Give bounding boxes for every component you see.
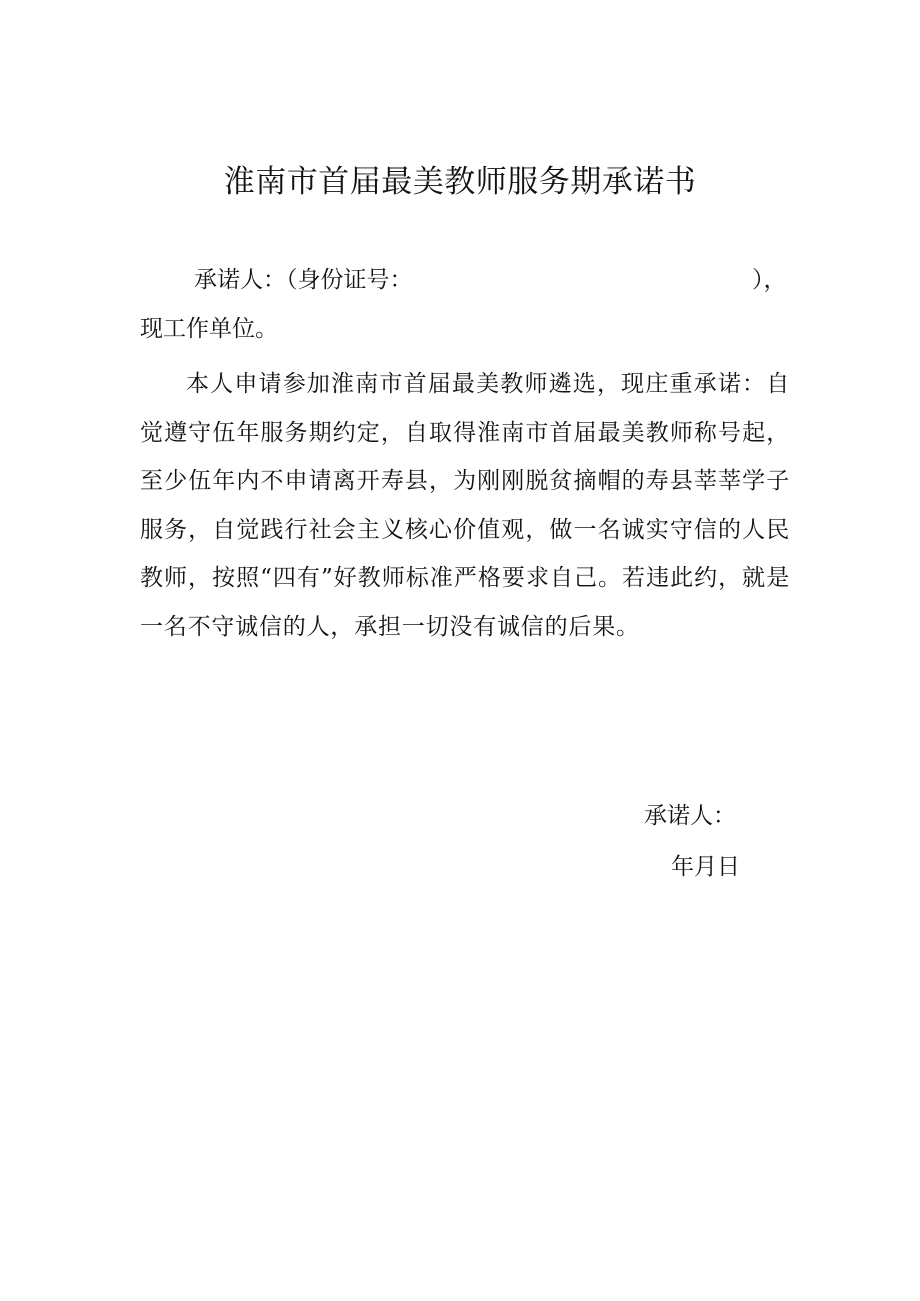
commitment-paragraph: 本人申请参加淮南市首届最美教师遴选，现庄重承诺：自觉遵守伍年服务期约定，自取得淮南市首届最美教师称号起，至少伍年内不申请离开寿县，为刚刚脱贫摘帽的寿县莘莘学子服务，自觉践行社会主义核心价值观，做一名诚实守信的人民教师，按照“四有”好教师标准严格要求自己。若违此约，就是一名不守诚信的人，承担一切没有诚信的后果。 [140,371,790,640]
promisor-id-line: 承诺人：（身份证号： [194,267,413,293]
date-label: 年月日 [671,854,740,880]
workplace-line: 现工作单位。 [140,316,278,342]
signature-label: 承诺人： [644,803,736,829]
document-title: 淮南市首届最美教师服务期承诺书 [223,164,697,200]
promisor-id-line-end: ）， [752,267,787,293]
